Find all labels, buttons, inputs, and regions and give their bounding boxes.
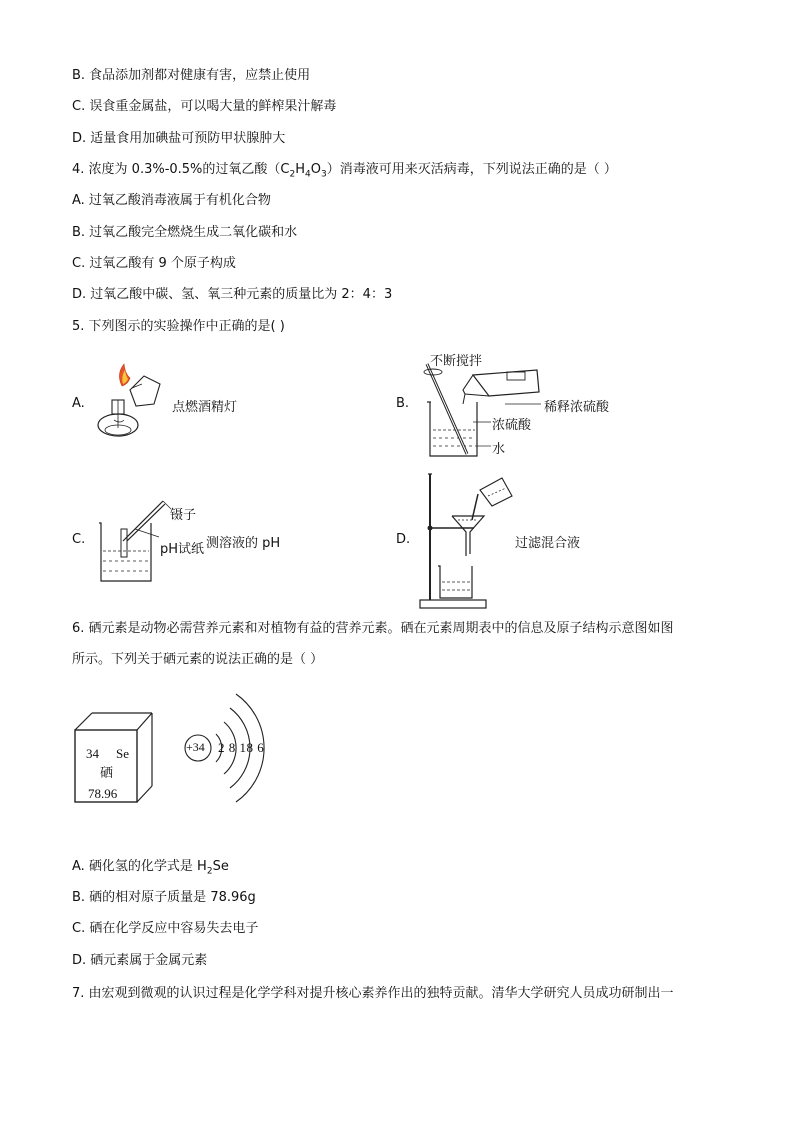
q5-option-c-label: 测溶液的 pH <box>206 536 281 551</box>
q5-option-b-letter: B. <box>396 396 410 411</box>
atomic-number: 34 <box>86 746 99 761</box>
q7-stem: 7. 由宏观到微观的认识过程是化学学科对提升核心素养作出的独特贡献。清华大学研究人员成功研制出一 <box>72 986 674 1001</box>
q5-option-c-paper-label: pH试纸 <box>160 542 205 557</box>
q4-option-c: C. 过氧乙酸有 9 个原子构成 <box>72 256 236 271</box>
element-name: 硒 <box>100 766 114 781</box>
q5-option-d-letter: D. <box>396 532 411 547</box>
q5-option-a-letter: A. <box>72 396 85 411</box>
q3-option-b: B. 食品添加剂都对健康有害，应禁止使用 <box>72 68 311 83</box>
dilute-acid-figure <box>415 360 545 460</box>
q4-option-b: B. 过氧乙酸完全燃烧生成二氧化碳和水 <box>72 225 298 240</box>
q6-option-b: B. 硒的相对原子质量是 78.96g <box>72 890 256 905</box>
element-symbol: Se <box>116 746 129 761</box>
filtration-figure <box>418 470 518 612</box>
q5-option-b-stir-label: 不断搅拌 <box>430 354 483 369</box>
q5-option-b-acid-label: 浓硫酸 <box>492 418 532 433</box>
q4-option-a: A. 过氧乙酸消毒液属于有机化合物 <box>72 193 271 208</box>
q4-stem: 4. 浓度为 0.3%-0.5%的过氧乙酸$(C_2H_4O_3)$消毒液可用来灭活病毒，下列说法正确的是（ ） <box>72 162 617 180</box>
q4-option-d: D. 过氧乙酸中碳、氢、氧三种元素的质量比为 2：4：3 <box>72 287 393 302</box>
q6-option-a: A. 硒化氢的化学式是 $H_2Se$ <box>72 859 229 877</box>
q5-option-d-label: 过滤混合液 <box>515 536 581 551</box>
alcohol-lamp-figure <box>92 360 172 450</box>
q6-stem-line1: 6. 硒元素是动物必需营养元素和对植物有益的营养元素。硒在元素周期表中的信息及原子结构示意图如图 <box>72 621 674 636</box>
q6-option-c: C. 硒在化学反应中容易失去电子 <box>72 921 259 936</box>
q5-option-c-letter: C. <box>72 532 86 547</box>
q5-option-c-tweezers-label: 镊子 <box>170 508 197 523</box>
q3-option-d: D. 适量食用加碘盐可预防甲状腺肿大 <box>72 131 286 146</box>
q6-option-d: D. 硒元素属于金属元素 <box>72 953 208 968</box>
q5-option-a-label: 点燃酒精灯 <box>172 400 238 415</box>
electron-shells: 2 8 18 6 <box>218 740 265 755</box>
q3-option-c: C. 误食重金属盐，可以喝大量的鲜榨果汁解毒 <box>72 99 337 114</box>
atomic-mass: 78.96 <box>88 786 118 801</box>
q5-stem: 5. 下列图示的实验操作中正确的是( ) <box>72 319 285 334</box>
q5-option-b-dilute-label: 稀释浓硫酸 <box>544 400 610 415</box>
q5-option-b-water-label: 水 <box>492 442 506 457</box>
q6-stem-line2: 所示。下列关于硒元素的说法正确的是（ ） <box>72 652 324 667</box>
nucleus-charge: +34 <box>186 740 205 754</box>
